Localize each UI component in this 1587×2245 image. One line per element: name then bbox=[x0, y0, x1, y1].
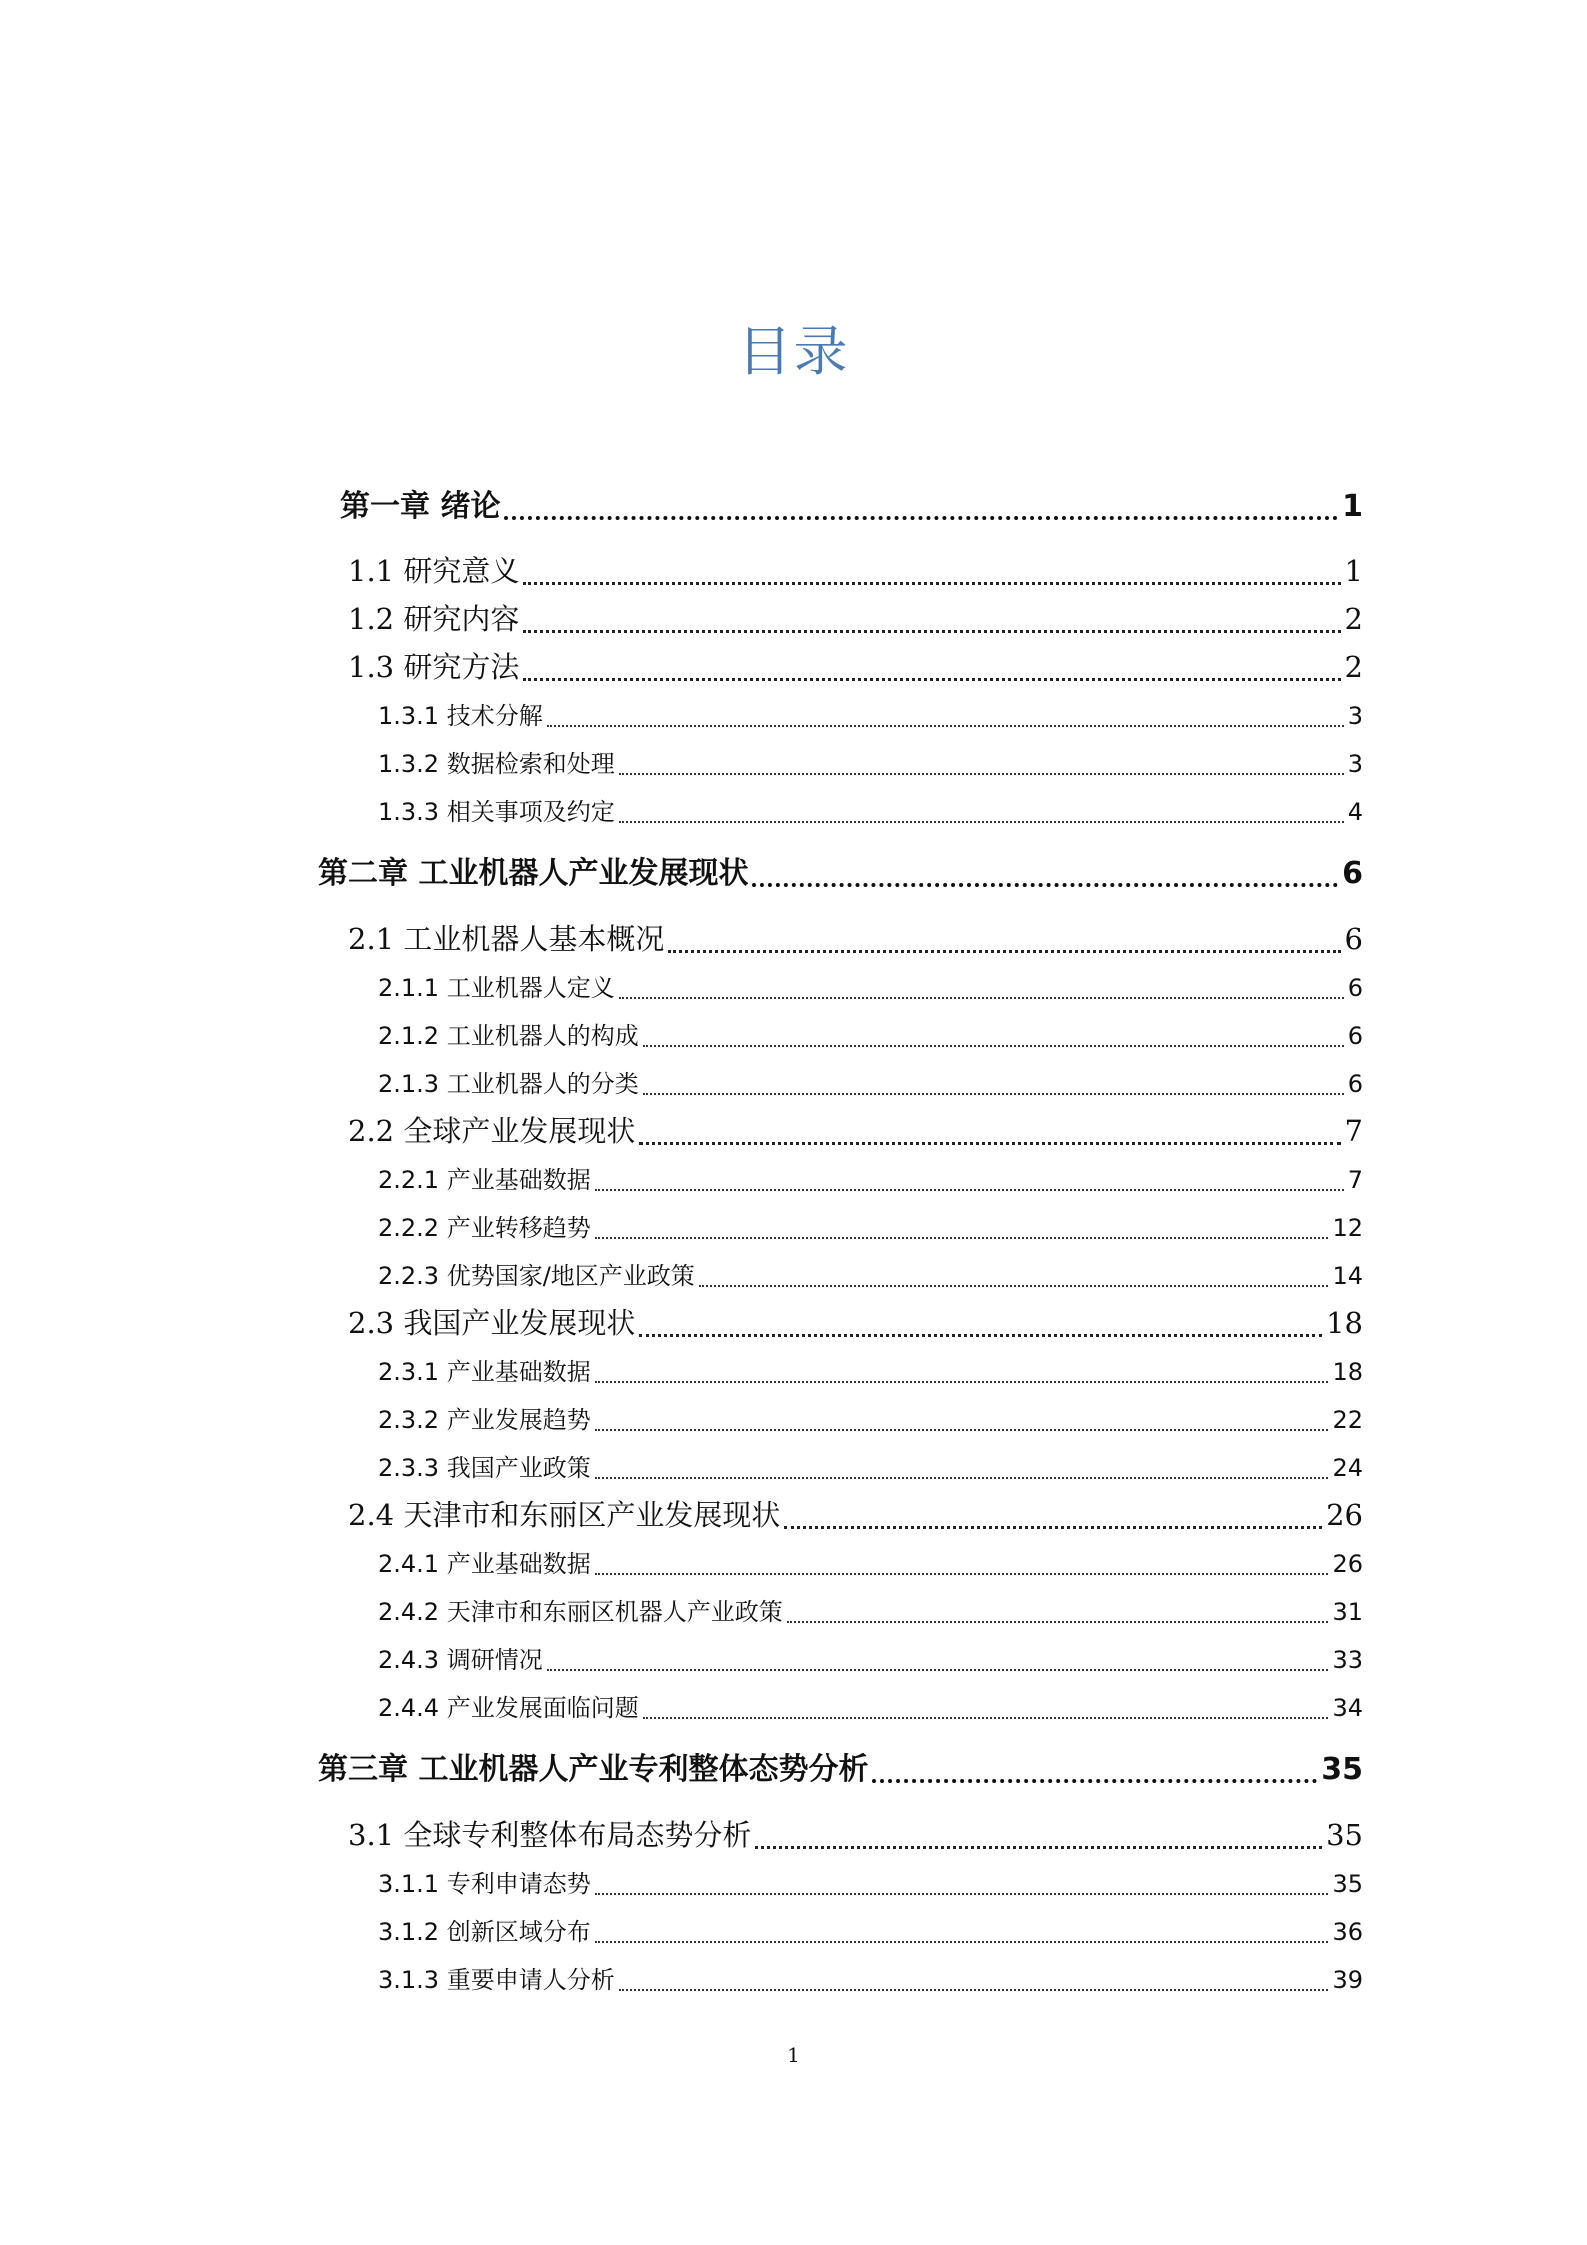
toc-entry-label: 2.3.1 产业基础数据 bbox=[378, 1358, 591, 1386]
dot-leader bbox=[619, 773, 1344, 775]
toc-entry-label: 1.3.1 技术分解 bbox=[378, 702, 543, 730]
toc-entry-label: 1.2 研究内容 bbox=[348, 602, 520, 636]
toc-entry-label: 3.1.1 专利申请态势 bbox=[378, 1870, 591, 1898]
toc-entry[interactable] bbox=[318, 852, 1363, 896]
toc-entry[interactable] bbox=[378, 1593, 1363, 1631]
toc-entry-label: 2.2 全球产业发展现状 bbox=[348, 1114, 636, 1148]
toc-entry[interactable] bbox=[378, 1865, 1363, 1903]
toc-entry-page: 14 bbox=[1332, 1262, 1363, 1290]
dot-leader bbox=[619, 997, 1344, 999]
toc-entry-label: 第二章 工业机器人产业发展现状 bbox=[318, 856, 749, 891]
toc-entry-label: 2.1.2 工业机器人的构成 bbox=[378, 1022, 639, 1050]
toc-entry[interactable] bbox=[348, 598, 1363, 640]
toc-entry-page: 26 bbox=[1332, 1550, 1363, 1578]
toc-entry[interactable] bbox=[378, 1689, 1363, 1727]
dot-leader bbox=[639, 1142, 1340, 1145]
toc-entry-page: 39 bbox=[1332, 1966, 1363, 1994]
toc-entry[interactable] bbox=[348, 550, 1363, 592]
toc-entry-page: 2 bbox=[1344, 650, 1363, 684]
dot-leader bbox=[547, 1669, 1329, 1671]
toc-entry-page: 7 bbox=[1344, 1114, 1363, 1148]
dot-leader bbox=[595, 1573, 1329, 1575]
toc-entry-page: 31 bbox=[1332, 1598, 1363, 1626]
dot-leader bbox=[619, 821, 1344, 823]
toc-entry-page: 36 bbox=[1332, 1918, 1363, 1946]
toc-entry[interactable] bbox=[378, 697, 1363, 735]
dot-leader bbox=[595, 1189, 1344, 1191]
dot-leader bbox=[595, 1893, 1329, 1895]
dot-leader bbox=[523, 582, 1340, 585]
toc-entry-page: 34 bbox=[1332, 1694, 1363, 1722]
toc-entry-page: 22 bbox=[1332, 1406, 1363, 1434]
dot-leader bbox=[784, 1526, 1322, 1529]
toc-entry-page: 33 bbox=[1332, 1646, 1363, 1674]
dot-leader bbox=[752, 883, 1338, 887]
toc-entry[interactable] bbox=[378, 1449, 1363, 1487]
dot-leader bbox=[643, 1045, 1344, 1047]
toc-entry-page: 3 bbox=[1347, 750, 1363, 778]
toc-entry-page: 24 bbox=[1332, 1454, 1363, 1482]
toc-entry-label: 3.1 全球专利整体布局态势分析 bbox=[348, 1818, 752, 1852]
dot-leader bbox=[523, 630, 1340, 633]
toc-entry-label: 1.1 研究意义 bbox=[348, 554, 520, 588]
toc-entry-page: 7 bbox=[1347, 1166, 1363, 1194]
dot-leader bbox=[872, 1779, 1317, 1783]
toc-entry-page: 3 bbox=[1347, 702, 1363, 730]
dot-leader bbox=[643, 1717, 1329, 1719]
toc-entry[interactable] bbox=[378, 1161, 1363, 1199]
toc-entry[interactable] bbox=[348, 918, 1363, 960]
page-number: 1 bbox=[787, 2043, 800, 2067]
toc-entry-label: 2.3 我国产业发展现状 bbox=[348, 1306, 636, 1340]
toc-entry-page: 26 bbox=[1326, 1498, 1363, 1532]
toc-entry-page: 18 bbox=[1332, 1358, 1363, 1386]
toc-title: 目录 bbox=[737, 320, 850, 383]
toc-entry-label: 2.4 天津市和东丽区产业发展现状 bbox=[348, 1498, 781, 1532]
dot-leader bbox=[643, 1093, 1344, 1095]
dot-leader bbox=[595, 1237, 1329, 1239]
toc-entry[interactable] bbox=[378, 1257, 1363, 1295]
toc-entry[interactable] bbox=[348, 1110, 1363, 1152]
toc-entry-page: 4 bbox=[1347, 798, 1363, 826]
toc-entry-label: 2.4.1 产业基础数据 bbox=[378, 1550, 591, 1578]
toc-entry-label: 1.3.2 数据检索和处理 bbox=[378, 750, 615, 778]
toc-entry-label: 3.1.2 创新区域分布 bbox=[378, 1918, 591, 1946]
dot-leader bbox=[787, 1621, 1329, 1623]
toc-entry-page: 6 bbox=[1342, 856, 1363, 891]
toc-entry-label: 2.3.2 产业发展趋势 bbox=[378, 1406, 591, 1434]
toc-entry-label: 第三章 工业机器人产业专利整体态势分析 bbox=[318, 1752, 869, 1787]
toc-entry[interactable] bbox=[378, 1209, 1363, 1247]
toc-entry-page: 35 bbox=[1332, 1870, 1363, 1898]
dot-leader bbox=[755, 1846, 1322, 1849]
dot-leader bbox=[668, 950, 1340, 953]
toc-entry[interactable] bbox=[348, 1814, 1363, 1856]
toc-entry-page: 6 bbox=[1347, 1070, 1363, 1098]
dot-leader bbox=[504, 516, 1338, 520]
toc-entry-page: 35 bbox=[1321, 1752, 1363, 1787]
toc-entry[interactable] bbox=[378, 1017, 1363, 1055]
toc-entry[interactable] bbox=[378, 793, 1363, 831]
toc-entry-label: 2.4.3 调研情况 bbox=[378, 1646, 543, 1674]
toc-entry[interactable] bbox=[378, 1401, 1363, 1439]
toc-entry-label: 2.3.3 我国产业政策 bbox=[378, 1454, 591, 1482]
toc-entry[interactable] bbox=[340, 485, 1363, 529]
toc-entry[interactable] bbox=[348, 1494, 1363, 1536]
toc-entry-label: 3.1.3 重要申请人分析 bbox=[378, 1966, 615, 1994]
toc-entry-label: 2.1.3 工业机器人的分类 bbox=[378, 1070, 639, 1098]
toc-entry[interactable] bbox=[378, 1913, 1363, 1951]
toc-entry[interactable] bbox=[378, 1641, 1363, 1679]
toc-entry-label: 2.1.1 工业机器人定义 bbox=[378, 974, 615, 1002]
toc-entry-page: 6 bbox=[1347, 1022, 1363, 1050]
dot-leader bbox=[547, 725, 1344, 727]
toc-entry-page: 6 bbox=[1344, 922, 1363, 956]
dot-leader bbox=[595, 1477, 1329, 1479]
toc-entry[interactable] bbox=[348, 1302, 1363, 1344]
toc-entry[interactable] bbox=[378, 1961, 1363, 1999]
toc-entry-label: 2.2.2 产业转移趋势 bbox=[378, 1214, 591, 1242]
toc-entry-label: 2.2.3 优势国家/地区产业政策 bbox=[378, 1262, 695, 1290]
dot-leader bbox=[595, 1381, 1329, 1383]
dot-leader bbox=[619, 1989, 1329, 1991]
toc-entry-label: 2.2.1 产业基础数据 bbox=[378, 1166, 591, 1194]
toc-entry[interactable] bbox=[378, 1545, 1363, 1583]
toc-entry-page: 1 bbox=[1342, 489, 1363, 524]
toc-entry-page: 1 bbox=[1344, 554, 1363, 588]
dot-leader bbox=[699, 1285, 1329, 1287]
toc-entry[interactable] bbox=[378, 1065, 1363, 1103]
toc-entry[interactable] bbox=[348, 646, 1363, 688]
toc-entry-page: 6 bbox=[1347, 974, 1363, 1002]
toc-entry-page: 12 bbox=[1332, 1214, 1363, 1242]
dot-leader bbox=[639, 1334, 1322, 1337]
toc-entry-label: 2.4.4 产业发展面临问题 bbox=[378, 1694, 639, 1722]
toc-entry-page: 35 bbox=[1326, 1818, 1363, 1852]
toc-entry-page: 2 bbox=[1344, 602, 1363, 636]
toc-entry[interactable] bbox=[378, 745, 1363, 783]
toc-entry[interactable] bbox=[318, 1748, 1363, 1792]
toc-entry[interactable] bbox=[378, 1353, 1363, 1391]
toc-entry-label: 1.3 研究方法 bbox=[348, 650, 520, 684]
toc-entry-page: 18 bbox=[1326, 1306, 1363, 1340]
dot-leader bbox=[595, 1429, 1329, 1431]
toc-entry-label: 1.3.3 相关事项及约定 bbox=[378, 798, 615, 826]
toc-entry[interactable] bbox=[378, 969, 1363, 1007]
toc-entry-label: 2.4.2 天津市和东丽区机器人产业政策 bbox=[378, 1598, 783, 1626]
toc-entry-label: 2.1 工业机器人基本概况 bbox=[348, 922, 665, 956]
dot-leader bbox=[523, 678, 1340, 681]
toc-entry-label: 第一章 绪论 bbox=[340, 489, 501, 524]
dot-leader bbox=[595, 1941, 1329, 1943]
